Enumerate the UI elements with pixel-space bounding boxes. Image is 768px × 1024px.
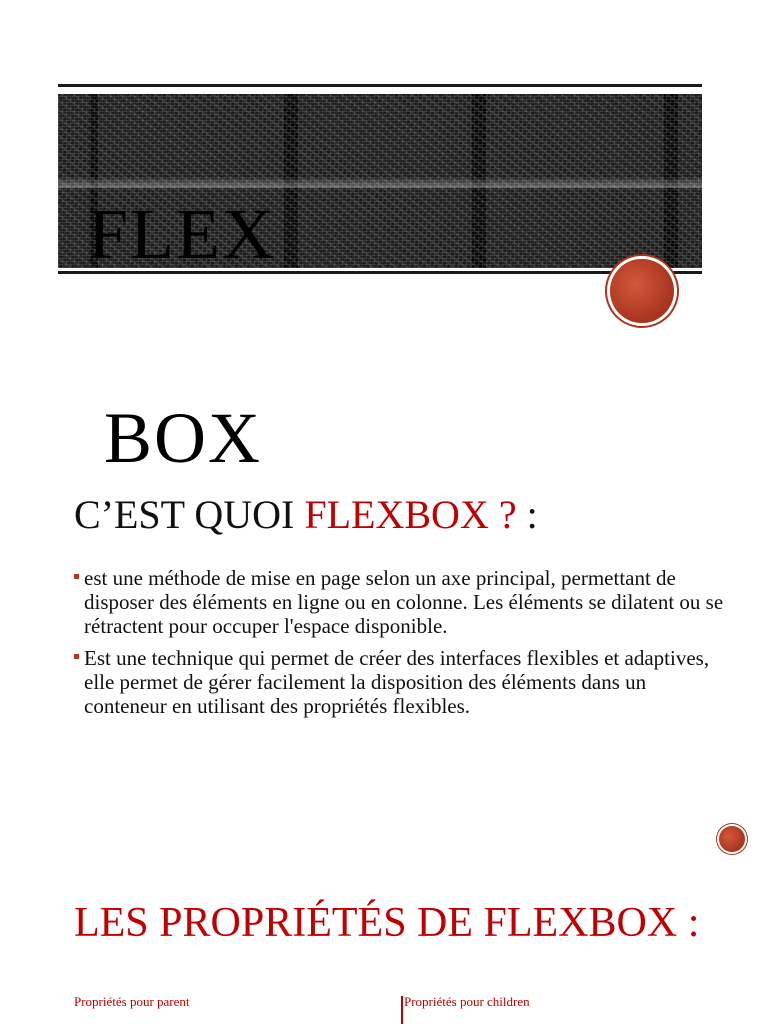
heading-red-part: FLEXBOX ? xyxy=(304,492,517,537)
square-bullet-icon xyxy=(74,654,79,659)
section-heading-what-is xyxy=(74,492,538,538)
orange-dot-decoration xyxy=(610,259,674,323)
children-properties-label: Propriétés pour children xyxy=(404,994,530,1009)
definition-list xyxy=(74,566,724,726)
list-item-text: Est une technique qui permet de créer des interfaces flexibles et adaptives, elle permet de gérer facilement la disposition des éléments dans un conteneur en utilisant des propriétés flexibles. xyxy=(84,646,710,718)
parent-properties-label: Propriétés pour parent xyxy=(74,994,190,1009)
section-heading-properties: LES PROPRIÉTÉS DE FLEXBOX : xyxy=(74,900,700,946)
list-item-text: est une méthode de mise en page selon un axe principal, permettant de disposer des éléments en ligne ou en colonne. Les éléments se dilatent ou se rétractent pour occuper l'espace disponible. xyxy=(84,566,724,638)
heading-colon: : xyxy=(516,492,538,537)
list-item xyxy=(74,646,724,718)
heading-black-part: C’EST QUOI xyxy=(74,492,305,537)
small-orange-dot-decoration xyxy=(719,826,745,852)
square-bullet-icon xyxy=(74,574,79,579)
column-divider xyxy=(401,996,403,1024)
title-banner xyxy=(58,84,702,478)
banner-title-line2: BOX xyxy=(104,398,263,478)
banner-title-line1: FLEX xyxy=(88,194,276,274)
list-item xyxy=(74,566,724,638)
